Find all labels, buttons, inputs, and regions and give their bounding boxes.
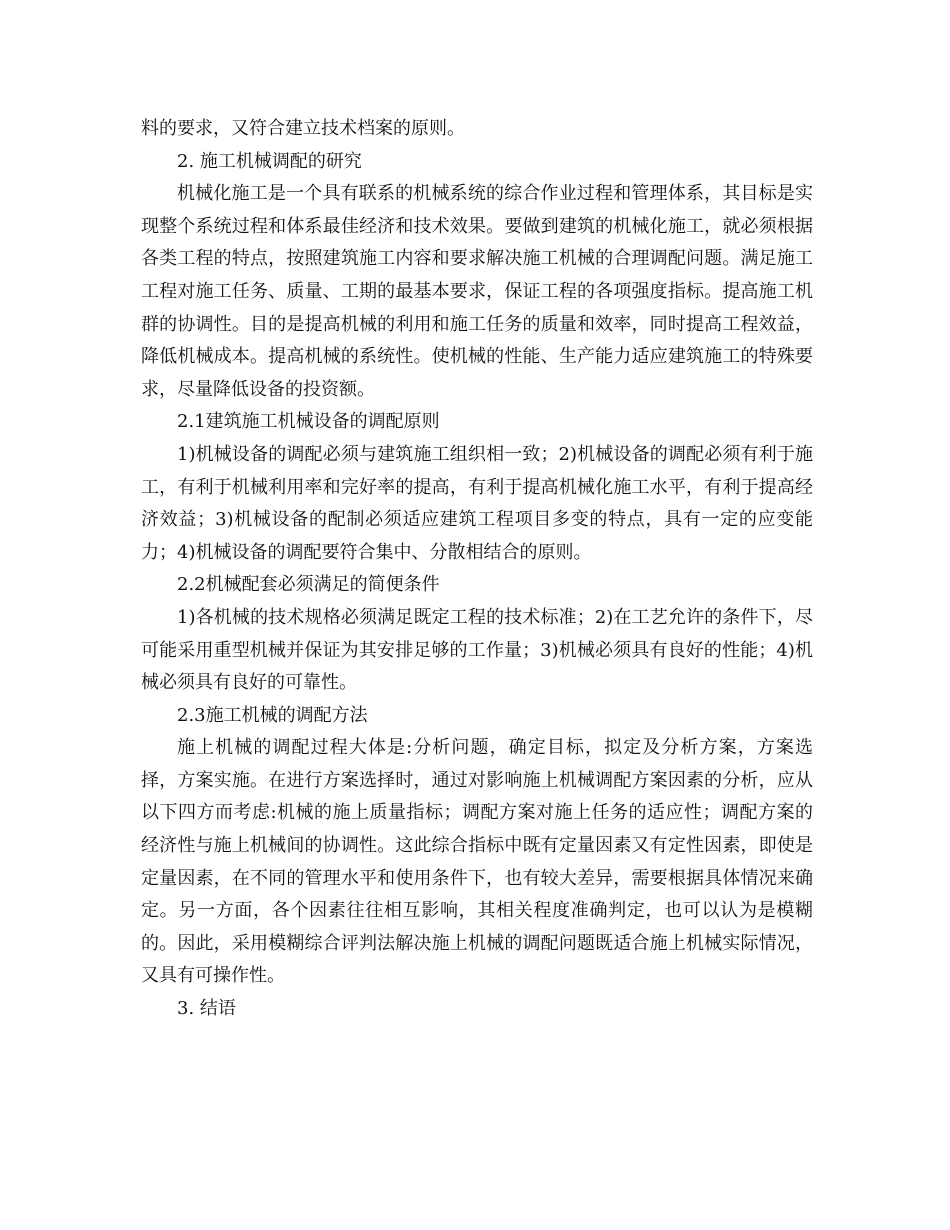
section-heading-3: 3. 结语 <box>177 998 236 1020</box>
paragraph-mechanization: 机械化施工是一个具有联系的机械系统的综合作业过程和管理体系，其目标是实现整个系统过程和体系最佳经济和技术效果。要做到建筑的机械化施工，就必须根据各类工程的特点，按照建筑施工内容和要求解决施工机械的合理调配问题。满足施工工程对施工任务、质量、工期的最基本要求，保证工程的各项强度指标。提高施工机群的协调性。目的是提高机械的利用和施工任务的质量和效率，同时提高工程效益，降低机械成本。提高机械的系统性。使机械的性能、生产能力适应建筑施工的特殊要求，尽量降低设备的投资额。 <box>141 183 813 400</box>
paragraph-continued: 料的要求，又符合建立技术档案的原则。 <box>141 118 465 139</box>
section-heading-2: 2. 施工机械调配的研究 <box>177 150 362 172</box>
section-heading-2-2: 2.2机械配套必须满足的简便条件 <box>177 574 440 596</box>
section-heading-2-1: 2.1建筑施工机械设备的调配原则 <box>177 411 440 433</box>
paragraph-principles: 1)机械设备的调配必须与建筑施工组织相一致；2)机械设备的调配必须有利于施工，有利于机械利用率和完好率的提高，有利于提高机械化施工水平，有利于提高经济效益；3)机械设备的配制必须适应建筑工程项目多变的特点，具有一定的应变能力；4)机械设备的调配要符合集中、分散相结合的原则。 <box>141 443 813 563</box>
paragraph-method: 施上机械的调配过程大体是:分析问题，确定目标，拟定及分析方案，方案选择，方案实施。在进行方案选择时，通过对影响施上机械调配方案因素的分析，应从以下四方而考虑:机械的施上质量指标；调配方案对施上任务的适应性；调配方案的经济性与施上机械间的协调性。这此综合指标中既有定量因素又有定性因素，即使是定量因素，在不同的管理水平和使用条件下，也有较大差异，需要根据具体情况来确定。另一方面，各个因素往往相互影响，其相关程度准确判定，也可以认为是模糊的。因此，采用模糊综合评判法解决施上机械的调配问题既适合施上机械实际情况，又具有可操作性。 <box>141 737 813 987</box>
section-heading-2-3: 2.3施工机械的调配方法 <box>177 704 368 726</box>
document-body <box>141 113 813 1026</box>
paragraph-conditions: 1)各机械的技术规格必须满足既定工程的技术标准；2)在工艺允许的条件下，尽可能采用重型机械并保证为其安排足够的工作量；3)机械必须具有良好的性能；4)机械必须具有良好的可靠性。 <box>141 606 813 694</box>
